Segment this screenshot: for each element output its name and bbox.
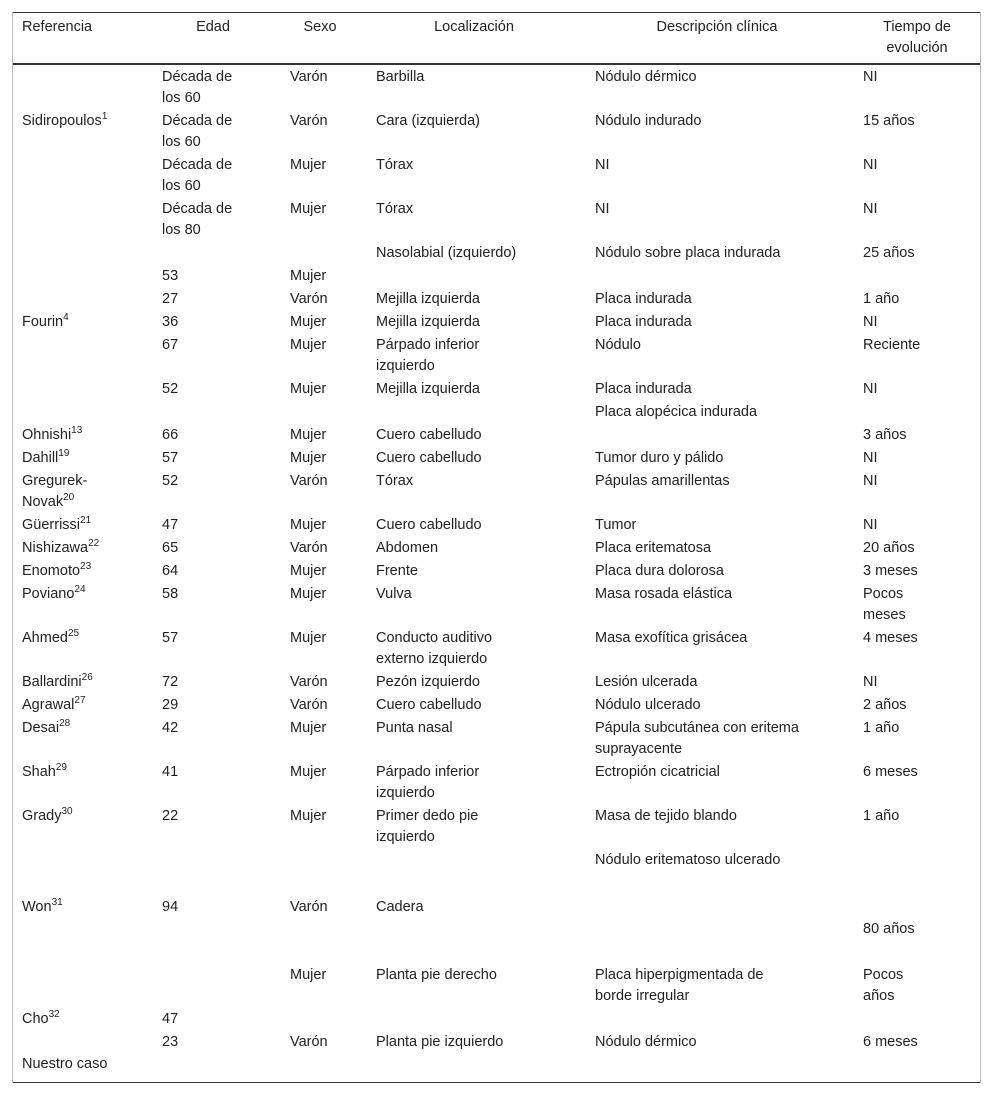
reference-citation-number: 29 bbox=[55, 762, 67, 773]
evolution-time-cell: 1 año bbox=[863, 808, 900, 824]
reference-author: Shah bbox=[22, 764, 56, 780]
reference-citation-number: 31 bbox=[51, 897, 63, 908]
reference-citation-number: 25 bbox=[67, 628, 80, 639]
location-cell: Abdomen bbox=[376, 540, 439, 556]
evolution-time-cell: NI bbox=[863, 450, 878, 466]
sex-cell: Varón bbox=[290, 113, 328, 129]
age-cell: Década de los 60 bbox=[162, 113, 233, 150]
location-cell: Barbilla bbox=[376, 69, 425, 85]
age-cell: 57 bbox=[162, 450, 179, 466]
reference-author: Dahill bbox=[22, 450, 59, 466]
evolution-time-cell: 6 meses bbox=[863, 1034, 918, 1050]
evolution-time-cell: NI bbox=[863, 381, 878, 397]
description-cell: Placa alopécica indurada bbox=[595, 404, 758, 420]
location-cell: Pezón izquierdo bbox=[376, 674, 480, 690]
reference-cell bbox=[22, 628, 152, 649]
description-cell: Placa indurada bbox=[595, 291, 692, 307]
sex-cell: Varón bbox=[290, 540, 328, 556]
reference-cell bbox=[22, 584, 152, 605]
location-cell: Tórax bbox=[376, 201, 414, 217]
table-right-border bbox=[980, 12, 981, 1083]
sex-cell: Mujer bbox=[290, 157, 327, 173]
table-bottom-rule bbox=[12, 1082, 980, 1083]
sex-cell: Mujer bbox=[290, 764, 327, 780]
header-tiempo: Tiempo de evolución bbox=[883, 19, 951, 56]
reference-author: Ballardini bbox=[22, 674, 82, 690]
header-localizacion: Localización bbox=[434, 19, 514, 35]
reference-citation-number: 26 bbox=[81, 672, 93, 683]
header-sexo: Sexo bbox=[303, 19, 337, 35]
sex-cell: Mujer bbox=[290, 381, 327, 397]
age-cell: 47 bbox=[162, 1011, 179, 1027]
reference-cell bbox=[22, 1009, 152, 1030]
age-cell: 52 bbox=[162, 381, 179, 397]
description-cell: Tumor bbox=[595, 517, 637, 533]
evolution-time-cell: 1 año bbox=[863, 291, 900, 307]
evolution-time-cell: 4 meses bbox=[863, 630, 918, 646]
age-cell: 36 bbox=[162, 314, 179, 330]
reference-cell bbox=[22, 515, 152, 536]
description-cell: Nódulo ulcerado bbox=[595, 697, 701, 713]
evolution-time-cell: NI bbox=[863, 157, 878, 173]
age-cell: 22 bbox=[162, 808, 179, 824]
age-cell: 53 bbox=[162, 268, 179, 284]
location-cell: Mejilla izquierda bbox=[376, 314, 480, 330]
age-cell: 29 bbox=[162, 697, 179, 713]
reference-citation-number: 22 bbox=[88, 538, 100, 549]
age-cell: 58 bbox=[162, 586, 179, 602]
location-cell: Punta nasal bbox=[376, 720, 453, 736]
description-cell: NI bbox=[595, 157, 610, 173]
reference-citation-number: 32 bbox=[48, 1009, 60, 1020]
description-cell: Nódulo sobre placa indurada bbox=[595, 245, 781, 261]
evolution-time-cell: 20 años bbox=[863, 540, 915, 556]
sex-cell: Mujer bbox=[290, 563, 327, 579]
reference-author: Fourin bbox=[22, 314, 64, 330]
evolution-time-cell: 3 meses bbox=[863, 563, 918, 579]
evolution-time-cell: NI bbox=[863, 674, 878, 690]
evolution-time-cell: Pocos años bbox=[863, 967, 904, 1004]
table-top-rule bbox=[12, 12, 980, 13]
reference-citation-number: 19 bbox=[58, 448, 70, 459]
reference-citation-number: 20 bbox=[63, 492, 75, 503]
reference-author: Won bbox=[22, 899, 52, 915]
evolution-time-cell: 6 meses bbox=[863, 764, 918, 780]
reference-cell bbox=[22, 111, 152, 132]
evolution-time-cell: Reciente bbox=[863, 337, 921, 353]
age-cell: 65 bbox=[162, 540, 179, 556]
reference-author: Ahmed bbox=[22, 630, 68, 646]
sex-cell: Varón bbox=[290, 473, 328, 489]
reference-author: Agrawal bbox=[22, 697, 75, 713]
description-cell: Nódulo bbox=[595, 337, 641, 353]
reference-author: Sidiropoulos bbox=[22, 113, 102, 129]
sex-cell: Mujer bbox=[290, 268, 327, 284]
location-cell: Cara (izquierda) bbox=[376, 113, 480, 129]
reference-author: Güerrissi bbox=[22, 517, 81, 533]
sex-cell: Mujer bbox=[290, 517, 327, 533]
location-cell: Primer dedo pie izquierdo bbox=[376, 808, 479, 845]
location-cell: Planta pie derecho bbox=[376, 967, 497, 983]
reference-citation-number: 28 bbox=[59, 718, 71, 729]
sex-cell: Mujer bbox=[290, 314, 327, 330]
age-cell: 64 bbox=[162, 563, 179, 579]
reference-cell bbox=[22, 448, 152, 469]
sex-cell: Varón bbox=[290, 697, 328, 713]
reference-author: Poviano bbox=[22, 586, 75, 602]
location-cell: Conducto auditivo externo izquierdo bbox=[376, 630, 493, 667]
location-cell: Mejilla izquierda bbox=[376, 381, 480, 397]
location-cell: Planta pie izquierdo bbox=[376, 1034, 504, 1050]
description-cell: Masa exofítica grisácea bbox=[595, 630, 748, 646]
reference-citation-number: 21 bbox=[80, 515, 92, 526]
location-cell: Vulva bbox=[376, 586, 412, 602]
table-left-border bbox=[12, 12, 13, 1083]
reference-citation-number: 4 bbox=[63, 312, 69, 323]
location-cell: Nasolabial (izquierdo) bbox=[376, 245, 517, 261]
evolution-time-cell: 3 años bbox=[863, 427, 907, 443]
reference-cell bbox=[22, 312, 152, 333]
sex-cell: Mujer bbox=[290, 808, 327, 824]
reference-citation-number: 23 bbox=[80, 561, 92, 572]
header-descripcion: Descripción clínica bbox=[656, 19, 778, 35]
evolution-time-cell: 1 año bbox=[863, 720, 900, 736]
location-cell: Cuero cabelludo bbox=[376, 517, 482, 533]
location-cell: Cadera bbox=[376, 899, 424, 915]
reference-citation-number: 1 bbox=[101, 111, 108, 122]
description-cell: Lesión ulcerada bbox=[595, 674, 698, 690]
reference-author: Gregurek- Novak bbox=[22, 473, 88, 510]
reference-cell bbox=[22, 471, 152, 513]
location-cell: Párpado inferior izquierdo bbox=[376, 337, 480, 374]
age-cell: 23 bbox=[162, 1034, 179, 1050]
reference-cell bbox=[22, 695, 152, 716]
header-edad: Edad bbox=[196, 19, 230, 35]
reference-author: Cho bbox=[22, 1011, 49, 1027]
age-cell: 67 bbox=[162, 337, 179, 353]
age-cell: 72 bbox=[162, 674, 179, 690]
sex-cell: Mujer bbox=[290, 586, 327, 602]
evolution-time-cell: 2 años bbox=[863, 697, 907, 713]
age-cell: 94 bbox=[162, 899, 179, 915]
evolution-time-cell: NI bbox=[863, 473, 878, 489]
evolution-time-cell: 80 años bbox=[863, 921, 915, 937]
location-cell: Cuero cabelludo bbox=[376, 427, 482, 443]
description-cell: Placa eritematosa bbox=[595, 540, 712, 556]
description-cell: Nódulo dérmico bbox=[595, 69, 697, 85]
sex-cell: Mujer bbox=[290, 337, 327, 353]
description-cell: Placa indurada bbox=[595, 314, 692, 330]
reference-cell bbox=[22, 1054, 152, 1075]
evolution-time-cell: NI bbox=[863, 69, 878, 85]
reference-cell bbox=[22, 538, 152, 559]
reference-cell bbox=[22, 897, 152, 918]
sex-cell: Varón bbox=[290, 291, 328, 307]
reference-cell bbox=[22, 561, 152, 582]
header-bottom-rule bbox=[12, 63, 980, 65]
reference-cell bbox=[22, 672, 152, 693]
reference-author: Nishizawa bbox=[22, 540, 89, 556]
location-cell: Mejilla izquierda bbox=[376, 291, 480, 307]
reference-citation-number: 27 bbox=[74, 695, 86, 706]
description-cell: Nódulo indurado bbox=[595, 113, 702, 129]
age-cell: 47 bbox=[162, 517, 179, 533]
description-cell: Masa de tejido blando bbox=[595, 808, 737, 824]
age-cell: Década de los 60 bbox=[162, 157, 233, 194]
age-cell: 42 bbox=[162, 720, 179, 736]
evolution-time-cell: 25 años bbox=[863, 245, 915, 261]
description-cell: Tumor duro y pálido bbox=[595, 450, 724, 466]
reference-citation-number: 24 bbox=[74, 584, 86, 595]
sex-cell: Mujer bbox=[290, 450, 327, 466]
reference-author: Enomoto bbox=[22, 563, 81, 579]
header-referencia: Referencia bbox=[22, 19, 93, 35]
sex-cell: Varón bbox=[290, 899, 328, 915]
age-cell: Década de los 60 bbox=[162, 69, 233, 106]
description-cell: NI bbox=[595, 201, 610, 217]
reference-author: Desai bbox=[22, 720, 60, 736]
sex-cell: Mujer bbox=[290, 967, 327, 983]
description-cell: Nódulo dérmico bbox=[595, 1034, 697, 1050]
location-cell: Frente bbox=[376, 563, 418, 579]
description-cell: Nódulo eritematoso ulcerado bbox=[595, 852, 781, 868]
age-cell: 41 bbox=[162, 764, 179, 780]
description-cell: Placa dura dolorosa bbox=[595, 563, 724, 579]
sex-cell: Varón bbox=[290, 674, 328, 690]
location-cell: Párpado inferior izquierdo bbox=[376, 764, 480, 801]
reference-author: Grady bbox=[22, 808, 62, 824]
reference-cell bbox=[22, 425, 152, 446]
location-cell: Cuero cabelludo bbox=[376, 450, 482, 466]
reference-author: Nuestro caso bbox=[22, 1056, 108, 1072]
age-cell: 52 bbox=[162, 473, 179, 489]
description-cell: Placa indurada bbox=[595, 381, 692, 397]
description-cell: Pápula subcutánea con eritema suprayacente bbox=[595, 720, 799, 757]
age-cell: 66 bbox=[162, 427, 179, 443]
age-cell: 27 bbox=[162, 291, 179, 307]
sex-cell: Mujer bbox=[290, 427, 327, 443]
sex-cell: Mujer bbox=[290, 630, 327, 646]
reference-cell bbox=[22, 806, 152, 827]
age-cell: 57 bbox=[162, 630, 179, 646]
evolution-time-cell: 15 años bbox=[863, 113, 915, 129]
evolution-time-cell: NI bbox=[863, 201, 878, 217]
sex-cell: Mujer bbox=[290, 720, 327, 736]
location-cell: Cuero cabelludo bbox=[376, 697, 482, 713]
location-cell: Tórax bbox=[376, 473, 414, 489]
location-cell: Tórax bbox=[376, 157, 414, 173]
description-cell: Pápulas amarillentas bbox=[595, 473, 730, 489]
reference-citation-number: 30 bbox=[61, 806, 73, 817]
reference-author: Ohnishi bbox=[22, 427, 72, 443]
description-cell: Ectropión cicatricial bbox=[595, 764, 720, 780]
sex-cell: Varón bbox=[290, 69, 328, 85]
sex-cell: Mujer bbox=[290, 201, 327, 217]
sex-cell: Varón bbox=[290, 1034, 328, 1050]
description-cell: Masa rosada elástica bbox=[595, 586, 733, 602]
description-cell: Placa hiperpigmentada de borde irregular bbox=[595, 967, 764, 1004]
evolution-time-cell: NI bbox=[863, 314, 878, 330]
reference-citation-number: 13 bbox=[71, 425, 83, 436]
evolution-time-cell: Pocos meses bbox=[863, 586, 906, 623]
evolution-time-cell: NI bbox=[863, 517, 878, 533]
reference-cell bbox=[22, 718, 152, 739]
reference-cell bbox=[22, 762, 152, 783]
age-cell: Década de los 80 bbox=[162, 201, 233, 238]
